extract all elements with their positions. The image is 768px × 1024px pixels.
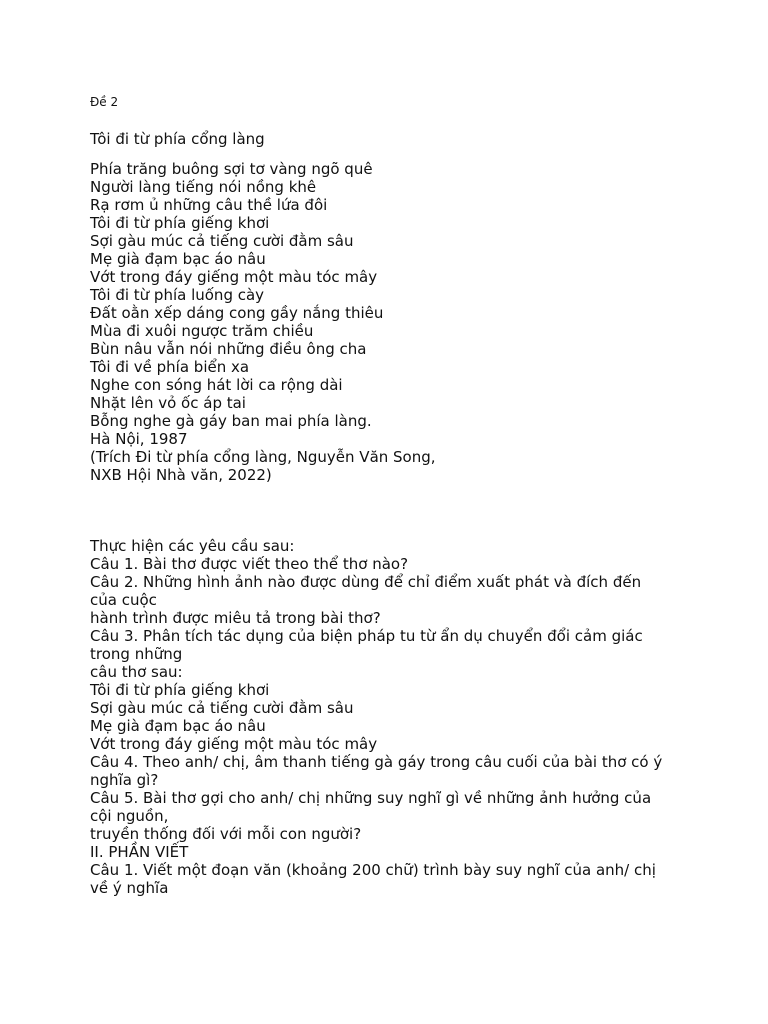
quoted-poem-line: Tôi đi từ phía giếng khơi — [90, 681, 270, 699]
poem-line: Sợi gàu múc cả tiếng cười đằm sâu — [90, 232, 354, 250]
task-line: Câu 1. Bài thơ được viết theo thể thơ nào? — [90, 555, 409, 573]
poem-source-line: NXB Hội Nhà văn, 2022) — [90, 466, 272, 484]
poem-line: Đất oằn xếp dáng cong gầy nắng thiêu — [90, 304, 384, 322]
poem-line: Tôi đi về phía biển xa — [90, 358, 250, 376]
task-line: về ý nghĩa — [90, 879, 169, 897]
task-line: hành trình được miêu tả trong bài thơ? — [90, 609, 381, 627]
poem-line: Nghe con sóng hát lời ca rộng dài — [90, 376, 343, 394]
task-line: Câu 5. Bài thơ gợi cho anh/ chị những suy nghĩ gì về những ảnh hưởng của — [90, 789, 652, 807]
quoted-poem-line: Mẹ già đạm bạc áo nâu — [90, 717, 266, 735]
task-line: của cuộc — [90, 591, 157, 609]
poem-place-date: Hà Nội, 1987 — [90, 430, 188, 448]
task-line: trong những — [90, 645, 183, 663]
task-line: cội nguồn, — [90, 807, 169, 825]
poem-line: Nhặt lên vỏ ốc áp tai — [90, 394, 246, 412]
poem-title: Tôi đi từ phía cổng làng — [90, 130, 265, 148]
task-line: Câu 2. Những hình ảnh nào được dùng để chỉ điểm xuất phát và đích đến — [90, 573, 642, 591]
task-line: Câu 1. Viết một đoạn văn (khoảng 200 chữ) trình bày suy nghĩ của anh/ chị — [90, 861, 656, 879]
poem-line: Tôi đi từ phía giếng khơi — [90, 214, 270, 232]
task-line: câu thơ sau: — [90, 663, 183, 681]
task-line: truyền thống đối với mỗi con người? — [90, 825, 362, 843]
task-heading: Thực hiện các yêu cầu sau: — [90, 537, 295, 555]
poem-line: Rạ rơm ủ những câu thề lứa đôi — [90, 196, 328, 214]
task-line: nghĩa gì? — [90, 771, 159, 789]
section-heading: II. PHẦN VIẾT — [90, 843, 189, 861]
poem-source-line: (Trích Đi từ phía cổng làng, Nguyễn Văn Song, — [90, 448, 436, 466]
quoted-poem-line: Vớt trong đáy giếng một màu tóc mây — [90, 735, 378, 753]
poem-line: Mẹ già đạm bạc áo nâu — [90, 250, 266, 268]
task-line: Câu 4. Theo anh/ chị, âm thanh tiếng gà gáy trong câu cuối của bài thơ có ý — [90, 753, 663, 771]
poem-line: Tôi đi từ phía luống cày — [90, 286, 265, 304]
poem-line: Bùn nâu vẫn nói những điều ông cha — [90, 340, 367, 358]
poem-line: Phía trăng buông sợi tơ vàng ngõ quê — [90, 160, 373, 178]
exam-label: Đề 2 — [90, 95, 119, 109]
poem-line: Vớt trong đáy giếng một màu tóc mây — [90, 268, 378, 286]
task-line: Câu 3. Phân tích tác dụng của biện pháp tu từ ẩn dụ chuyển đổi cảm giác — [90, 627, 643, 645]
quoted-poem-line: Sợi gàu múc cả tiếng cười đằm sâu — [90, 699, 354, 717]
poem-line: Mùa đi xuôi ngược trăm chiều — [90, 322, 314, 340]
poem-line: Bỗng nghe gà gáy ban mai phía làng. — [90, 412, 372, 430]
poem-line: Người làng tiếng nói nồng khê — [90, 178, 317, 196]
